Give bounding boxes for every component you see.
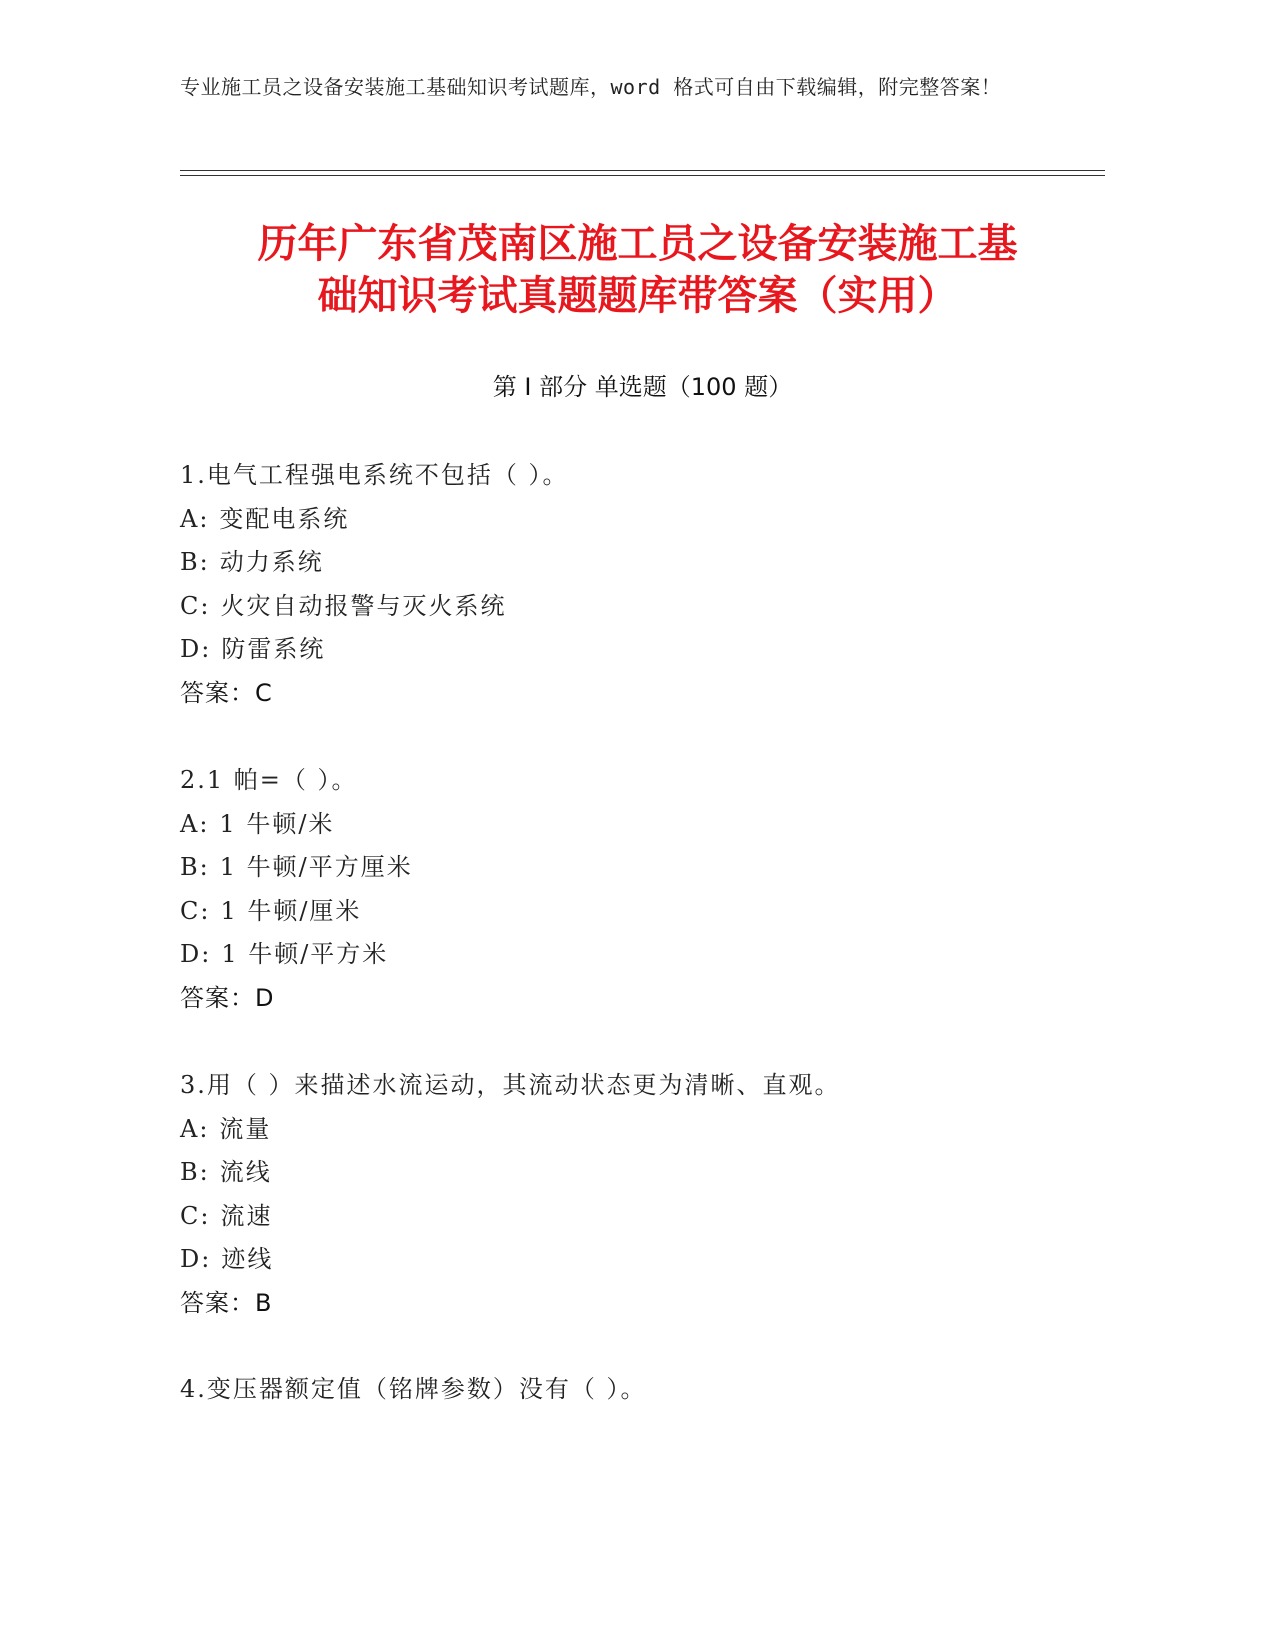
question-stem: 1.电气工程强电系统不包括（ ）。: [180, 461, 569, 489]
option-c: [180, 890, 1105, 934]
option-a: [180, 1108, 1105, 1152]
question-1: [180, 454, 1105, 716]
option-key: C:: [180, 896, 211, 925]
option-a: [180, 803, 1105, 847]
document-title: [160, 218, 1115, 322]
option-b: [180, 846, 1105, 890]
option-key: A:: [180, 504, 210, 533]
option-key: B:: [180, 1158, 210, 1187]
header-divider-thick: [180, 175, 1105, 176]
question-2: [180, 759, 1105, 1021]
option-d: [180, 933, 1105, 977]
option-key: D:: [180, 940, 212, 969]
section-title: 第 I 部分 单选题（100 题）: [492, 373, 793, 401]
option-key: A:: [180, 1114, 210, 1143]
document-title-line-1: 历年广东省茂南区施工员之设备安装施工基: [257, 221, 1018, 267]
answer-line: 答案：C: [180, 678, 273, 707]
option-key: B:: [180, 548, 210, 577]
answer-line: 答案：B: [180, 1288, 273, 1317]
option-c: [180, 1195, 1105, 1239]
option-text: 1 牛顿/平方米: [221, 940, 389, 969]
question-stem: 4.变压器额定值（铭牌参数）没有（ ）。: [180, 1375, 647, 1403]
option-text: 1 牛顿/厘米: [220, 896, 362, 925]
document-title-line-2: 础知识考试真题题库带答案（实用）: [317, 273, 958, 319]
option-text: 迹线: [221, 1245, 274, 1274]
answer-line: 答案：D: [180, 983, 275, 1012]
option-a: [180, 498, 1105, 542]
option-d: [180, 628, 1105, 672]
header-divider-thin: [180, 170, 1105, 171]
option-text: 变配电系统: [219, 504, 350, 533]
option-text: 流量: [219, 1114, 272, 1143]
question-3: [180, 1064, 1105, 1326]
option-key: D:: [180, 1245, 212, 1274]
option-c: [180, 585, 1105, 629]
option-text: 动力系统: [219, 548, 324, 577]
option-d: [180, 1238, 1105, 1282]
option-text: 流速: [220, 1201, 273, 1230]
option-key: D:: [180, 635, 212, 664]
question-stem: 3.用（ ）来描述水流运动，其流动状态更为清晰、直观。: [180, 1071, 841, 1099]
option-key: C:: [180, 591, 211, 620]
option-text: 流线: [219, 1158, 272, 1187]
option-b: [180, 541, 1105, 585]
question-4: [180, 1368, 1105, 1412]
option-text: 1 牛顿/米: [219, 809, 335, 838]
option-key: C:: [180, 1201, 211, 1230]
question-stem: 2.1 帕=（ ）。: [180, 766, 358, 794]
header-note: 专业施工员之设备安装施工基础知识考试题库，word 格式可自由下载编辑，附完整答案！: [180, 75, 1002, 99]
option-b: [180, 1151, 1105, 1195]
option-text: 火灾自动报警与灭火系统: [220, 591, 507, 620]
option-text: 1 牛顿/平方厘米: [219, 853, 413, 882]
option-key: A:: [180, 809, 210, 838]
option-text: 防雷系统: [221, 635, 326, 664]
option-key: B:: [180, 853, 210, 882]
